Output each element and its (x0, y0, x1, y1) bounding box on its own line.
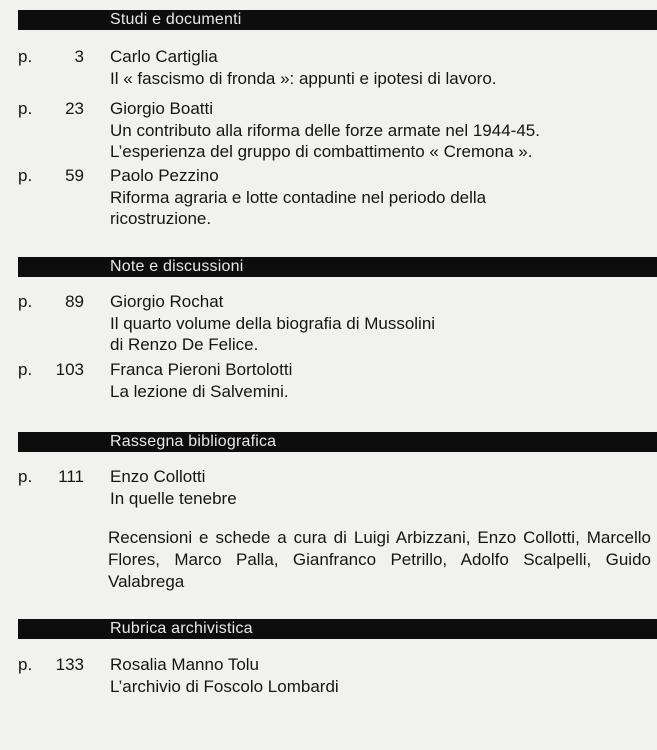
title-line: In quelle tenebre (110, 488, 237, 508)
section-heading-bar (18, 619, 657, 639)
page-number: 111 (58, 467, 84, 486)
section-heading: Note e discussioni (110, 258, 244, 275)
section-heading: Rubrica archivistica (110, 620, 253, 637)
reviews-note: Recensioni e schede a cura di Luigi Arbizzani, Enzo Collotti, Marcello Flores, Marco Palla, Gianfranco Petrillo, Adolfo Scalpelli, Guido Valabrega (108, 528, 651, 591)
toc-entry[interactable] (0, 98, 657, 163)
toc-entry[interactable] (0, 291, 657, 356)
title-line: Riforma agraria e lotte contadine nel periodo della (110, 187, 487, 207)
page-prefix: p. (18, 655, 33, 674)
section-heading-bar (18, 257, 657, 277)
toc-entry[interactable] (0, 46, 657, 89)
title-line: L’esperienza del gruppo di combattimento « Cremona ». (110, 142, 533, 161)
page-number: 59 (65, 166, 84, 185)
author: Giorgio Rochat (110, 292, 224, 311)
page-number: 103 (55, 360, 84, 379)
section-heading-bar (18, 432, 657, 452)
page-number: 133 (55, 655, 84, 674)
page-prefix: p. (18, 467, 33, 486)
title-line: Un contributo alla riforma delle forze armate nel 1944-45. (110, 120, 540, 140)
section-heading-bar (18, 10, 657, 30)
title-line: ricostruzione. (110, 209, 212, 228)
title-line: Il quarto volume della biografia di Mussolini (110, 313, 436, 333)
page-prefix: p. (18, 47, 33, 66)
author: Paolo Pezzino (110, 166, 219, 185)
page-prefix: p. (18, 99, 33, 118)
title-line: L’archivio di Foscolo Lombardi (110, 676, 339, 696)
page-number: 23 (65, 99, 84, 118)
toc-entry[interactable] (0, 654, 657, 697)
section-heading: Rassegna bibliografica (110, 433, 277, 450)
page-number: 3 (74, 47, 84, 66)
author: Giorgio Boatti (110, 99, 213, 118)
author: Rosalia Manno Tolu (110, 655, 259, 674)
title-line: La lezione di Salvemini. (110, 381, 289, 401)
page-number: 89 (65, 292, 84, 311)
toc-entry[interactable] (0, 466, 657, 509)
page-prefix: p. (18, 166, 33, 185)
title-line: Il « fascismo di fronda »: appunti e ipotesi di lavoro. (110, 68, 497, 88)
page-prefix: p. (18, 292, 33, 311)
author: Enzo Collotti (110, 467, 206, 486)
toc-entry[interactable] (0, 359, 657, 402)
author: Carlo Cartiglia (110, 47, 218, 66)
toc-entry[interactable] (0, 165, 657, 230)
title-line: di Renzo De Felice. (110, 335, 259, 354)
section-heading: Studi e documenti (110, 11, 242, 28)
author: Franca Pieroni Bortolotti (110, 360, 293, 379)
page-prefix: p. (18, 360, 33, 379)
